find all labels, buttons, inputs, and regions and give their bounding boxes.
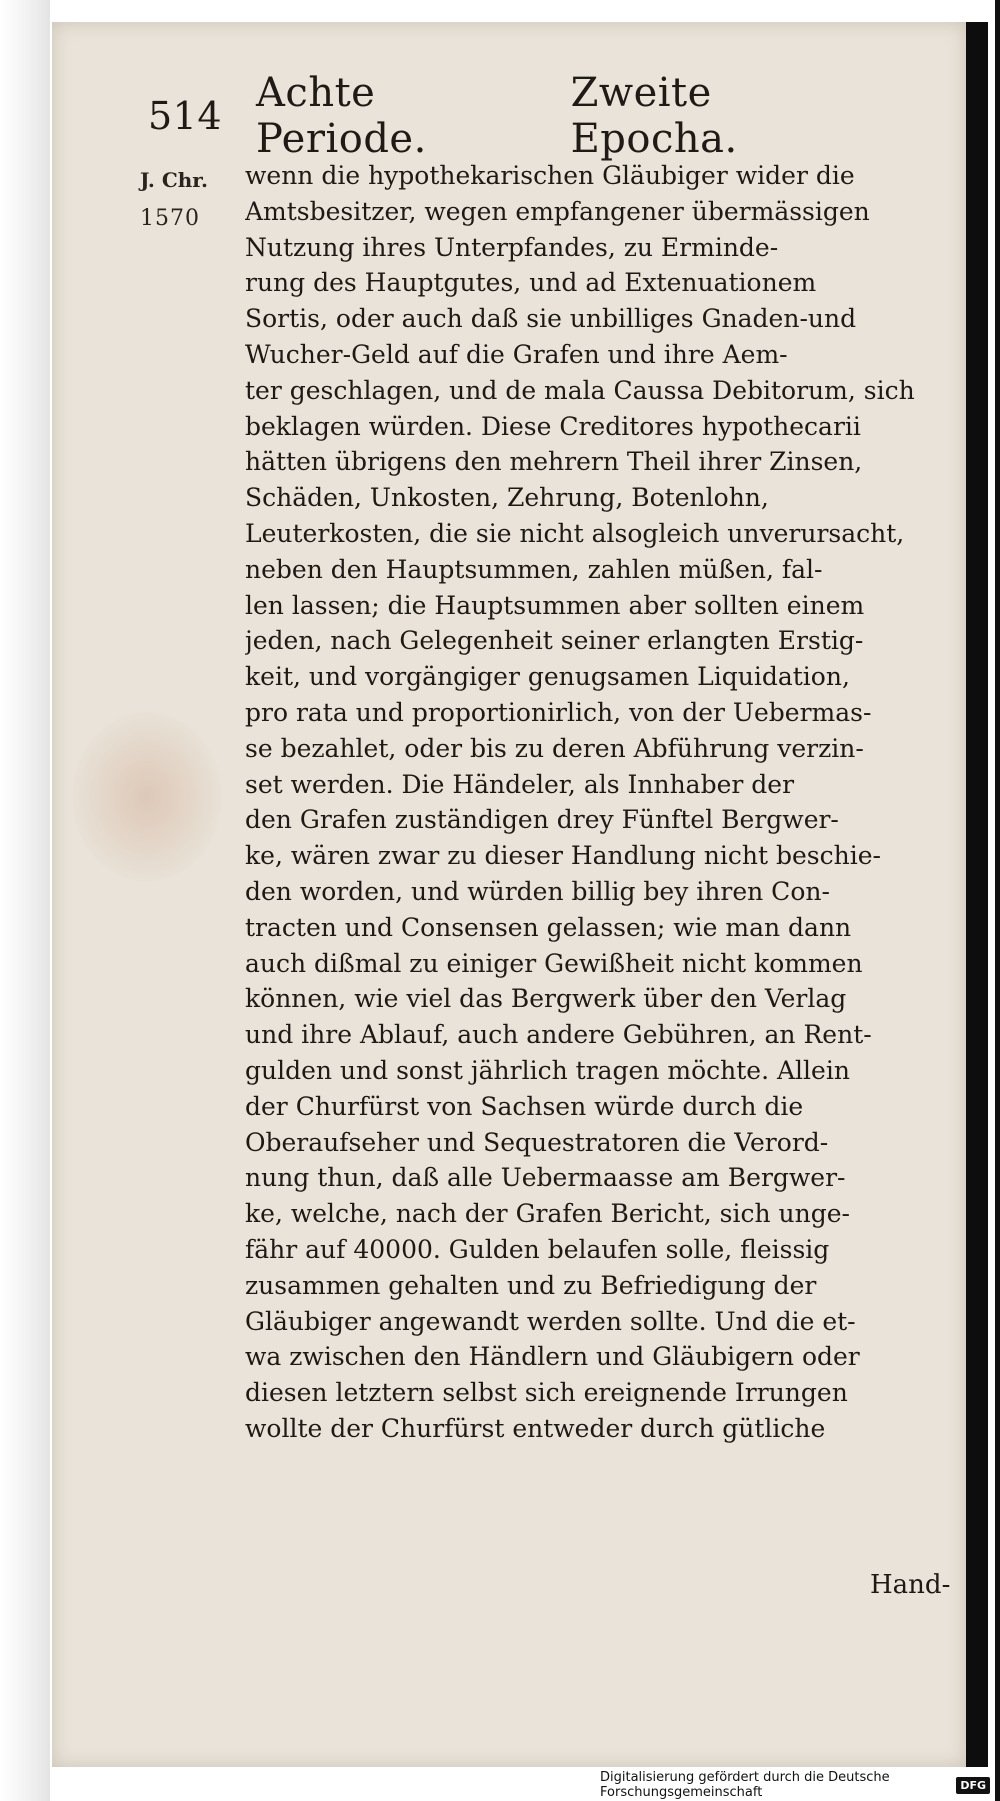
text-line: tracten und Consensen gelassen; wie man dann: [245, 912, 852, 942]
text-line: Amtsbesitzer, wegen empfangener übermässigen: [245, 196, 870, 226]
running-subtitle: Zweite Epocha.: [570, 70, 738, 162]
text-line: Sortis, oder auch daß sie unbilliges Gnaden-und: [245, 304, 857, 334]
text-line: pro rata und proportionirlich, von der Uebermas-: [245, 697, 872, 727]
running-title: Achte Periode.: [256, 70, 427, 162]
text-line: und ihre Ablauf, auch andere Gebühren, an Rent-: [245, 1020, 872, 1050]
text-line: jeden, nach Gelegenheit seiner erlangten Erstig-: [245, 626, 864, 656]
text-line: den Grafen zuständigen drey Fünftel Bergwer-: [245, 805, 839, 835]
footer-text: Digitalisierung gefördert durch die Deutsche Forschungsgemeinschaft: [600, 1770, 890, 1800]
text-line: wenn die hypothekarischen Gläubiger wider die: [245, 161, 855, 190]
text-line: gulden und sonst jährlich tragen möchte. Allein: [245, 1055, 850, 1085]
page-stain: [72, 712, 222, 882]
text-line: len lassen; die Hauptsummen aber sollten einem: [245, 590, 865, 620]
text-line: set werden. Die Händeler, als Innhaber der: [245, 769, 795, 799]
text-line: zusammen gehalten und zu Befriedigung der: [245, 1270, 817, 1300]
text-line: Gläubiger angewandt werden sollte. Und die et-: [245, 1306, 856, 1336]
text-line: ke, welche, nach der Grafen Bericht, sich unge-: [245, 1199, 850, 1229]
text-line: auch dißmal zu einiger Gewißheit nicht kommen: [245, 948, 863, 978]
text-line: keit, und vorgängiger genugsamen Liquidation,: [245, 662, 850, 692]
body-text: [245, 158, 965, 1447]
catchword: Hand-: [870, 1570, 951, 1600]
text-line: wollte der Churfürst entweder durch gütliche: [245, 1413, 826, 1443]
text-line: neben den Hauptsummen, zahlen müßen, fal-: [245, 554, 823, 584]
dfg-logo: DFG: [956, 1777, 990, 1794]
text-line: Wucher-Geld auf die Grafen und ihre Aem-: [245, 339, 788, 369]
text-line: rung des Hauptgutes, und ad Extenuationem: [245, 268, 817, 298]
text-line: wa zwischen den Händlern und Gläubigern oder: [245, 1342, 860, 1372]
text-line: se bezahlet, oder bis zu deren Abführung verzin-: [245, 733, 864, 763]
text-line: hätten übrigens den mehrern Theil ihrer Zinsen,: [245, 447, 863, 477]
running-head: [148, 70, 868, 162]
margin-year: 1570: [140, 206, 200, 231]
text-line: Schäden, Unkosten, Zehrung, Botenlohn,: [245, 483, 769, 513]
text-line: den worden, und würden billig bey ihren Con-: [245, 876, 830, 906]
text-line: fähr auf 40000. Gulden belaufen solle, fleissig: [245, 1234, 830, 1264]
text-line: ter geschlagen, und de mala Caussa Debitorum, sich: [245, 375, 915, 405]
scan-left-margin: [0, 0, 50, 1801]
scan-right-edge: [995, 0, 1000, 1801]
text-line: ke, wären zwar zu dieser Handlung nicht beschie-: [245, 841, 881, 871]
text-line: Oberaufseher und Sequestratoren die Verord-: [245, 1127, 829, 1157]
text-line: Nutzung ihres Unterpfandes, zu Erminde-: [245, 232, 779, 262]
text-line: diesen letztern selbst sich ereignende Irrungen: [245, 1378, 848, 1408]
text-line: der Churfürst von Sachsen würde durch die: [245, 1091, 804, 1121]
page-number: 514: [148, 94, 223, 138]
text-line: beklagen würden. Diese Creditores hypothecarii: [245, 411, 861, 441]
text-line: nung thun, daß alle Uebermaasse am Bergwer-: [245, 1163, 846, 1193]
digitization-footer: [600, 1770, 990, 1800]
text-line: können, wie viel das Bergwerk über den Verlag: [245, 984, 847, 1014]
text-line: Leuterkosten, die sie nicht alsogleich unverursacht,: [245, 518, 905, 548]
margin-label: J. Chr.: [140, 168, 208, 192]
